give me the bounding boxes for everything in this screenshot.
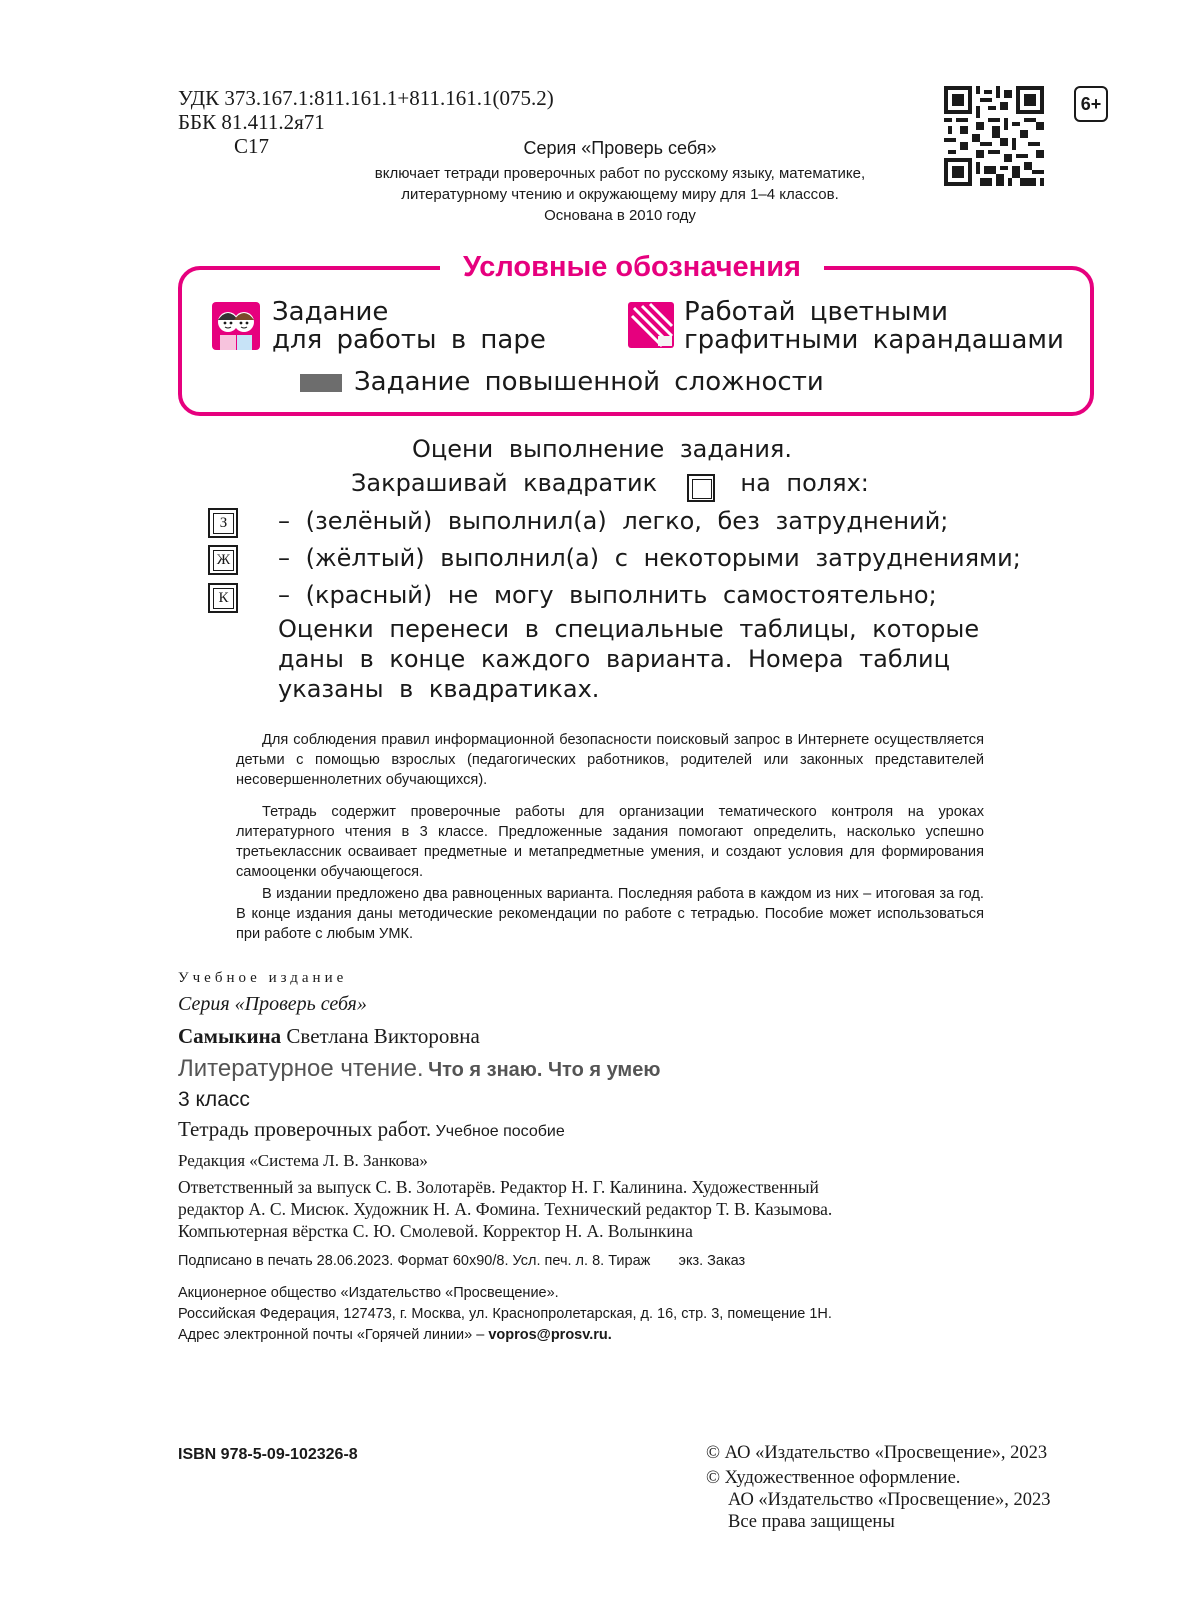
print-info: Подписано в печать 28.06.2023. Формат 60х90/8. Усл. печ. л. 8. Тираж экз. Заказ bbox=[178, 1253, 746, 1269]
evaluation-instruction-b: на полях: bbox=[740, 469, 869, 497]
description-paragraph: Тетрадь содержит проверочные работы для организации тематического контроля на уроках литературного чтения в 3 классе. Предложенные задания помогают определить, насколько успешно третьеклассник осваивает предметные и метапредметные умения, и создают условия для формирования самооценки обучающегося. bbox=[236, 804, 984, 880]
edition-type: Учебное издание bbox=[178, 970, 348, 986]
pair-work-label bbox=[272, 298, 546, 354]
pair-work-icon bbox=[212, 302, 260, 350]
credits-line: Компьютерная вёрстка С. Ю. Смолевой. Корректор Н. А. Волынкина bbox=[178, 1221, 693, 1241]
book-type-sub: Учебное пособие bbox=[435, 1123, 565, 1140]
book-type-main: Тетрадь проверочных работ. bbox=[178, 1117, 432, 1141]
edition-system: Редакция «Система Л. В. Занкова» bbox=[178, 1151, 428, 1170]
grade: 3 класс bbox=[178, 1088, 250, 1111]
author-last-name: Самыкина bbox=[178, 1024, 282, 1048]
safety-paragraph: Для соблюдения правил информационной безопасности поисковый запрос в Интернете осуществляется детьми с помощью взрослых (педагогических работников, родителей или законных представителей несовершеннолетних обучающихся). bbox=[236, 732, 984, 788]
book-type bbox=[178, 1117, 565, 1142]
isbn: ISBN 978-5-09-102326-8 bbox=[178, 1446, 358, 1463]
author bbox=[178, 1024, 480, 1049]
series-desc-line: литературному чтению и окружающему миру для 1–4 классов. bbox=[401, 186, 839, 203]
credits bbox=[178, 1176, 832, 1242]
evaluation-heading: Оцени выполнение задания. bbox=[412, 435, 792, 463]
evaluation-note-line: указаны в квадратиках. bbox=[278, 675, 600, 703]
hard-task-label: Задание повышенной сложности bbox=[354, 367, 824, 397]
qr-code-icon[interactable] bbox=[944, 86, 1044, 186]
book-title-main: Литературное чтение. bbox=[178, 1055, 424, 1082]
mark-green-text: – (зелёный) выполнил(а) легко, без затруднений; bbox=[278, 507, 949, 535]
publisher-email-line: Адрес электронной почты «Горячей линии» – vopros@prosv.ru. bbox=[178, 1327, 612, 1343]
hotline-email-link[interactable]: vopros@prosv.ru. bbox=[488, 1327, 612, 1343]
author-first-name: Светлана Викторовна bbox=[286, 1024, 480, 1048]
publisher-info bbox=[178, 1283, 832, 1346]
evaluation-instruction-a: Закрашивай квадратик bbox=[351, 469, 658, 497]
credits-line: редактор А. С. Мисюк. Художник Н. А. Фомина. Технический редактор Т. В. Казымова. bbox=[178, 1199, 833, 1219]
mark-red-square: К bbox=[208, 583, 238, 613]
book-title-sub: Что я знаю. Что я умею bbox=[428, 1059, 661, 1081]
series-name: Серия «Проверь себя» bbox=[178, 993, 367, 1015]
variants-paragraph: В издании предложено два равноценных варианта. Последняя работа в каждом из них – итоговая за год. В конце издания даны методические рекомендации по работе с тетрадью. Пособие может использоваться при работе с любым УМК. bbox=[236, 886, 984, 942]
copyright-line: Все права защищены bbox=[728, 1512, 895, 1532]
publisher-line: Акционерное общество «Издательство «Просвещение». bbox=[178, 1285, 559, 1301]
evaluation-note-line: даны в конце каждого варианта. Номера таблиц bbox=[278, 645, 950, 673]
mark-green-square: З bbox=[208, 508, 238, 538]
pair-work-line: Задание bbox=[272, 297, 389, 327]
evaluation-note bbox=[278, 614, 979, 704]
series-description bbox=[310, 163, 930, 226]
pair-work-line: для работы в паре bbox=[272, 325, 546, 355]
pencil-label bbox=[684, 298, 1064, 354]
series-desc-line: Основана в 2010 году bbox=[544, 207, 696, 224]
copyright-line: © Художественное оформление. bbox=[706, 1468, 961, 1488]
evaluation-instruction bbox=[351, 468, 869, 498]
series-title: Серия «Проверь себя» bbox=[523, 138, 717, 158]
publisher-line: Российская Федерация, 127473, г. Москва, ул. Краснопролетарская, д. 16, стр. 3, помещение 1Н. bbox=[178, 1306, 832, 1322]
pencil-line: графитными карандашами bbox=[684, 325, 1064, 355]
bbk-code: ББК 81.411.2я71 bbox=[178, 110, 325, 134]
author-sign: С17 bbox=[234, 134, 270, 158]
mark-yellow-text: – (жёлтый) выполнил(а) с некоторыми затруднениями; bbox=[278, 544, 1021, 572]
mark-red-text: – (красный) не могу выполнить самостоятельно; bbox=[278, 581, 937, 609]
udk-code: УДК 373.167.1:811.161.1+811.161.1(075.2) bbox=[178, 86, 554, 110]
legend-title: Условные обозначения bbox=[440, 250, 824, 284]
book-title bbox=[178, 1055, 660, 1083]
copyright-line: © АО «Издательство «Просвещение», 2023 bbox=[706, 1443, 1048, 1463]
series-desc-line: включает тетради проверочных работ по русскому языку, математике, bbox=[374, 165, 866, 182]
pencil-line: Работай цветными bbox=[684, 297, 948, 327]
mark-yellow-square: Ж bbox=[208, 545, 238, 575]
credits-line: Ответственный за выпуск С. В. Золотарёв. Редактор Н. Г. Калинина. Художественный bbox=[178, 1177, 819, 1197]
checkbox-square-icon bbox=[687, 474, 715, 502]
pencil-icon bbox=[628, 302, 674, 348]
copyright-line: АО «Издательство «Просвещение», 2023 bbox=[728, 1490, 1051, 1510]
hard-task-marker bbox=[300, 374, 342, 392]
copyright-block bbox=[706, 1442, 1051, 1533]
evaluation-note-line: Оценки перенеси в специальные таблицы, которые bbox=[278, 615, 980, 643]
age-rating-badge: 6+ bbox=[1074, 86, 1108, 122]
